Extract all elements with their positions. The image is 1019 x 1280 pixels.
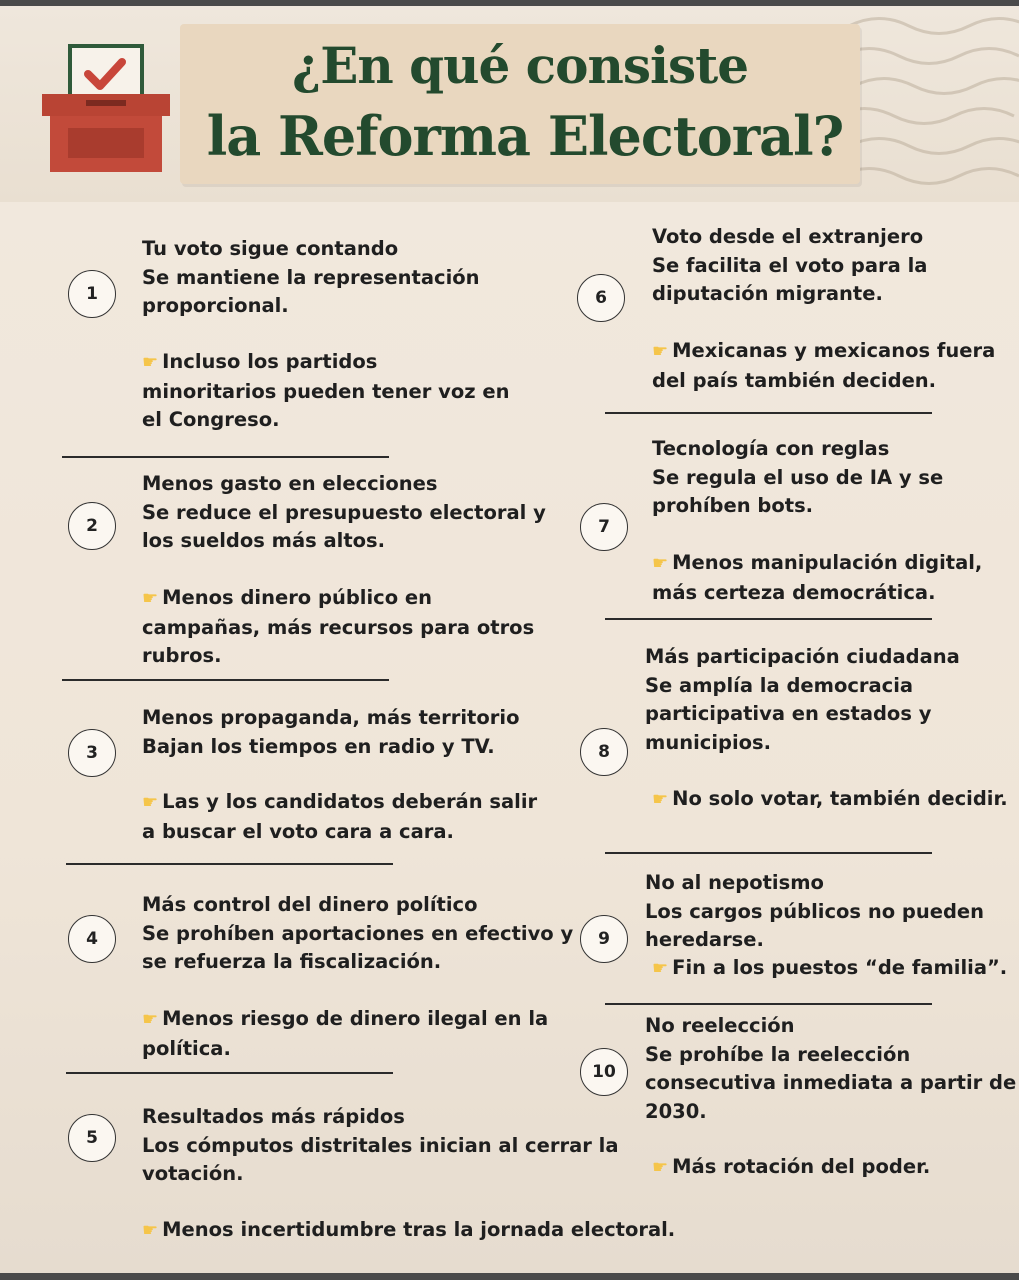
item-3-text: Menos propaganda, más territorio Bajan los tiempos en radio y TV. [142,706,520,758]
divider [62,456,389,458]
pointing-hand-icon: ☛ [652,789,669,810]
pointing-hand-icon: ☛ [142,1009,159,1030]
item-number-badge: 5 [68,1114,116,1162]
divider [605,852,932,854]
item-2-note: ☛ Menos dinero público en campañas, más recursos para otros rubros. [142,586,535,667]
pointing-hand-icon: ☛ [652,341,669,362]
page-title-line-2: la Reforma Electoral? [206,104,844,168]
item-8-text: Más participación ciudadana Se amplía la democracia participativa en estados y municipios. [645,645,960,754]
header [0,6,1019,202]
item-number-badge: 1 [68,270,116,318]
item-5-text: Resultados más rápidos Los cómputos distritales inician al cerrar la votación. [142,1105,619,1185]
divider [605,412,932,414]
item-number-badge: 8 [580,728,628,776]
item-6-text: Voto desde el extranjero Se facilita el voto para la diputación migrante. [652,225,928,305]
divider [62,679,389,681]
pointing-hand-icon: ☛ [652,958,669,979]
pointing-hand-icon: ☛ [142,352,159,373]
item-number-badge: 9 [580,915,628,963]
divider [605,618,932,620]
item-7-text: Tecnología con reglas Se regula el uso de IA y se prohíben bots. [652,437,944,517]
item-4-text: Más control del dinero político Se prohíben aportaciones en efectivo y se refuerza la fiscalización. [142,893,574,973]
item-number-badge: 7 [580,503,628,551]
item-number-badge: 4 [68,915,116,963]
item-4-note: ☛ Menos riesgo de dinero ilegal en la política. [142,1007,549,1060]
ballot-box-icon [38,38,178,178]
item-6-note: ☛ Mexicanas y mexicanos fuera del país también deciden. [652,339,996,392]
divider [605,1003,932,1005]
item-1-text: Tu voto sigue contando Se mantiene la representación proporcional. [142,237,480,317]
pointing-hand-icon: ☛ [652,1157,669,1178]
item-7-note: ☛ Menos manipulación digital, más certeza democrática. [652,551,983,604]
item-2-text: Menos gasto en elecciones Se reduce el presupuesto electoral y los sueldos más altos. [142,472,546,552]
bottom-border [0,1273,1019,1280]
pointing-hand-icon: ☛ [142,792,159,813]
pointing-hand-icon: ☛ [142,588,159,609]
item-number-badge: 2 [68,502,116,550]
page-title-line-1: ¿En qué consiste [291,36,749,95]
item-8-note: ☛ No solo votar, también decidir. [652,787,1008,810]
item-9-note: ☛ Fin a los puestos “de familia”. [652,956,1008,979]
item-number-badge: 3 [68,729,116,777]
divider [66,1072,393,1074]
item-3-note: ☛ Las y los candidatos deberán salir a buscar el voto cara a cara. [142,790,538,843]
item-9-text: No al nepotismo Los cargos públicos no pueden heredarse. [645,871,985,951]
content-area [0,202,1019,1273]
item-10-note: ☛ Más rotación del poder. [652,1155,931,1178]
item-number-badge: 6 [577,274,625,322]
item-number-badge: 10 [580,1048,628,1096]
pointing-hand-icon: ☛ [142,1220,159,1241]
pointing-hand-icon: ☛ [652,553,669,574]
item-5-note: ☛ Menos incertidumbre tras la jornada electoral. [142,1218,676,1241]
item-10-text: No reelección Se prohíbe la reelección consecutiva inmediata a partir de 2030. [645,1014,1017,1123]
item-1-note: ☛ Incluso los partidos minoritarios pueden tener voz en el Congreso. [142,350,510,431]
divider [66,863,393,865]
